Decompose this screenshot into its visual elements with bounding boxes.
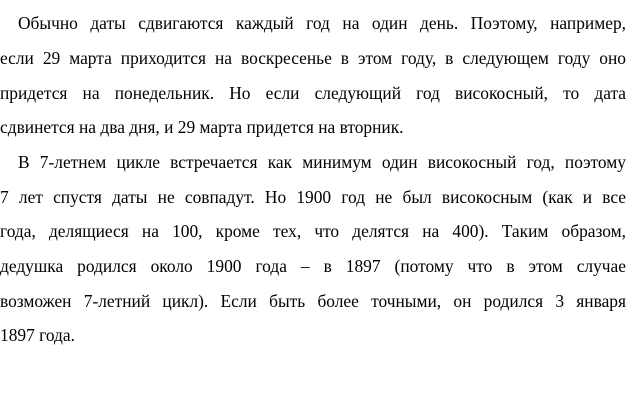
- paragraph-line: сдвинется на два дня, и 29 марта придется на вторник.: [0, 117, 404, 137]
- paragraph-line: В 7-летнем цикле встречается как минимум один високосный год, поэтому: [18, 152, 626, 172]
- paragraph-line: года, делящиеся на 100, кроме тех, что делятся на 400). Таким образом,: [0, 221, 626, 241]
- paragraph-line: 1897 года.: [0, 325, 75, 345]
- paragraph-line: если 29 марта приходится на воскресенье в этом году, в следующем году оно: [0, 48, 626, 68]
- paragraph-line: возможен 7-летний цикл). Если быть более точными, он родился 3 января: [0, 291, 626, 311]
- paragraph-line: 7 лет спустя даты не совпадут. Но 1900 год не был високосным (как и все: [0, 187, 626, 207]
- paragraph-line: дедушка родился около 1900 года – в 1897 (потому что в этом случае: [0, 256, 626, 276]
- paragraph-line: Обычно даты сдвигаются каждый год на один день. Поэтому, например,: [18, 13, 626, 33]
- paragraph-line: придется на понедельник. Но если следующий год високосный, то дата: [0, 83, 626, 103]
